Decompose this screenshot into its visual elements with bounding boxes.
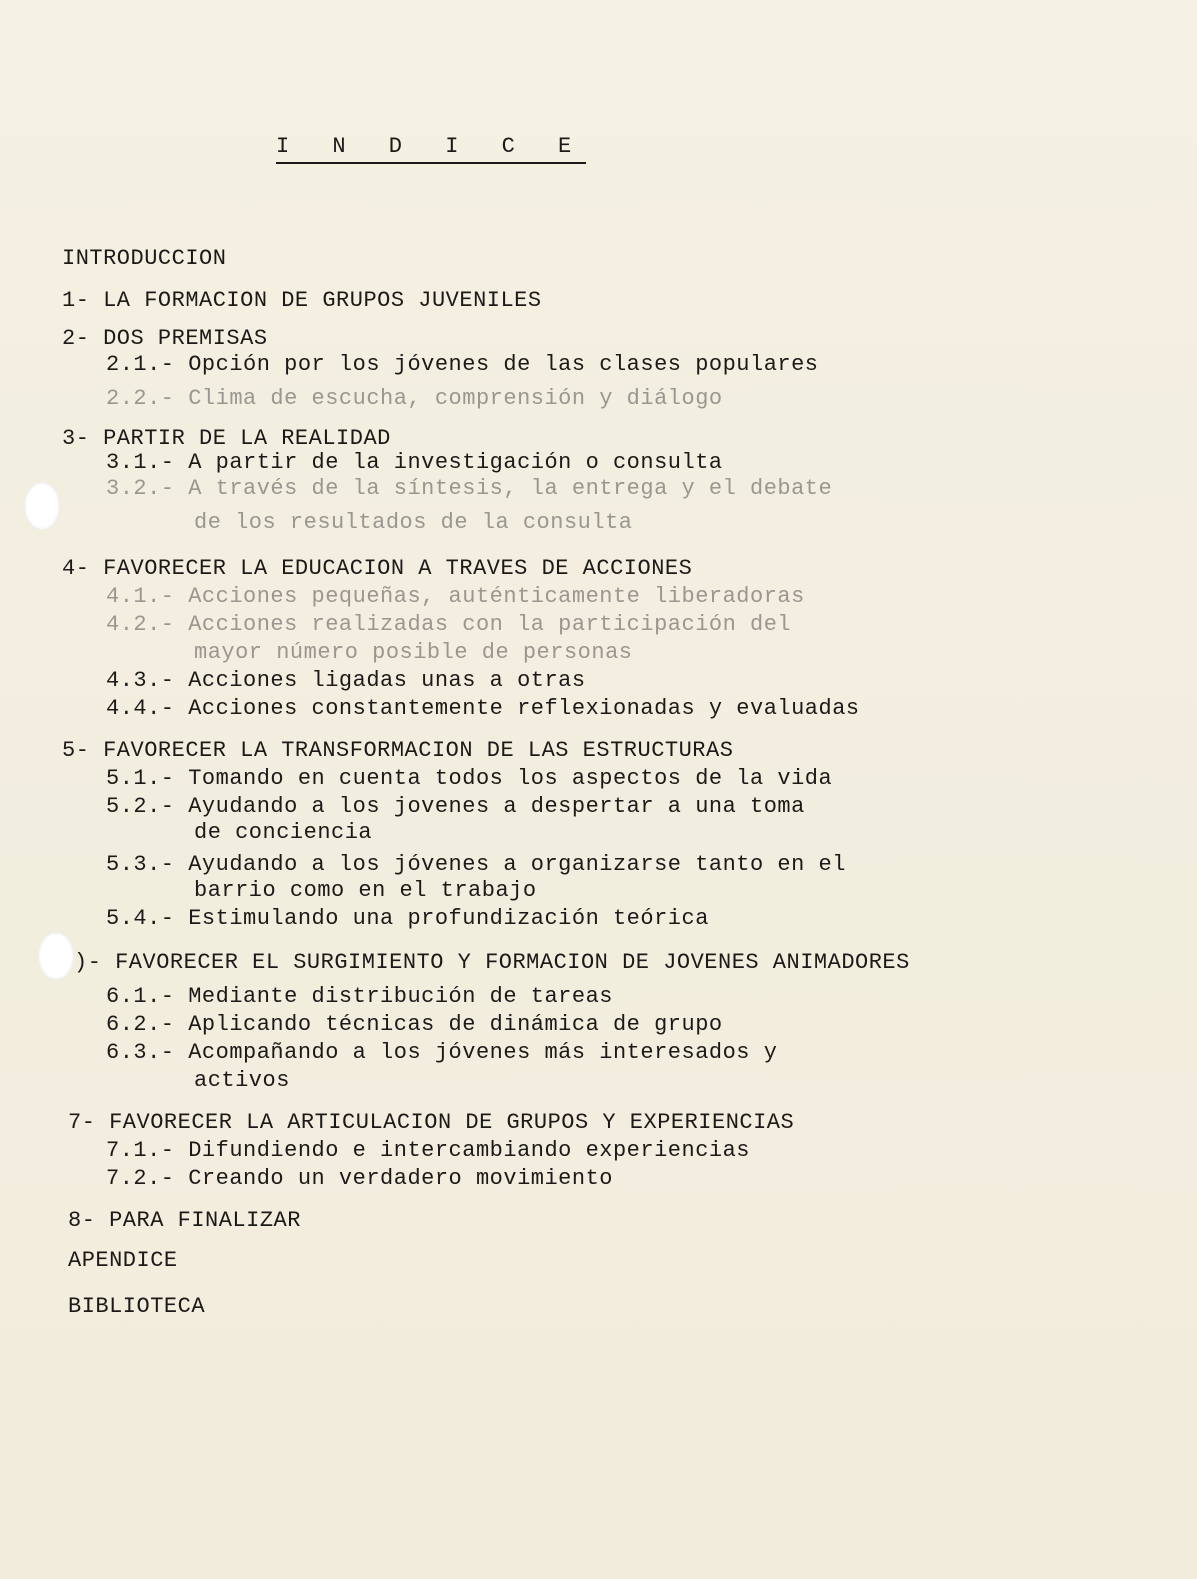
- entry-6-1: 6.1.- Mediante distribución de tareas: [106, 984, 613, 1009]
- entry-section-4: 4- FAVORECER LA EDUCACION A TRAVES DE ACCIONES: [62, 556, 693, 581]
- entry-4-2-cont: mayor número posible de personas: [194, 640, 633, 665]
- entry-4-1: 4.1.- Acciones pequeñas, auténticamente liberadoras: [106, 584, 805, 609]
- entry-5-3: 5.3.- Ayudando a los jóvenes a organizarse tanto en el: [106, 852, 846, 877]
- index-title: I N D I C E: [276, 134, 586, 164]
- entry-apendice: APENDICE: [68, 1248, 178, 1273]
- entry-5-3-cont: barrio como en el trabajo: [194, 878, 537, 903]
- entry-section-5: 5- FAVORECER LA TRANSFORMACION DE LAS ESTRUCTURAS: [62, 738, 734, 763]
- entry-2-1: 2.1.- Opción por los jóvenes de las clases populares: [106, 352, 819, 377]
- entry-introduccion: INTRODUCCION: [62, 246, 227, 271]
- entry-4-3: 4.3.- Acciones ligadas unas a otras: [106, 668, 586, 693]
- punch-hole-bottom: [38, 932, 74, 980]
- entry-4-4: 4.4.- Acciones constantemente reflexionadas y evaluadas: [106, 696, 860, 721]
- entry-section-6: )- FAVORECER EL SURGIMIENTO Y FORMACION DE JOVENES ANIMADORES: [74, 950, 910, 975]
- entry-6-3-cont: activos: [194, 1068, 290, 1093]
- entry-6-2: 6.2.- Aplicando técnicas de dinámica de grupo: [106, 1012, 723, 1037]
- entry-5-1: 5.1.- Tomando en cuenta todos los aspectos de la vida: [106, 766, 833, 791]
- entry-7-2: 7.2.- Creando un verdadero movimiento: [106, 1166, 613, 1191]
- entry-section-7: 7- FAVORECER LA ARTICULACION DE GRUPOS Y EXPERIENCIAS: [68, 1110, 795, 1135]
- entry-3-2: 3.2.- A través de la síntesis, la entrega y el debate: [106, 476, 833, 501]
- entry-3-1: 3.1.- A partir de la investigación o consulta: [106, 450, 723, 475]
- entry-7-1: 7.1.- Difundiendo e intercambiando experiencias: [106, 1138, 751, 1163]
- punch-hole-top: [24, 482, 60, 530]
- entry-5-4: 5.4.- Estimulando una profundización teórica: [106, 906, 709, 931]
- entry-5-2: 5.2.- Ayudando a los jovenes a despertar a una toma: [106, 794, 805, 819]
- entry-biblioteca: BIBLIOTECA: [68, 1294, 206, 1319]
- entry-4-2: 4.2.- Acciones realizadas con la participación del: [106, 612, 792, 637]
- entry-section-3: 3- PARTIR DE LA REALIDAD: [62, 426, 391, 451]
- entry-2-2: 2.2.- Clima de escucha, comprensión y diálogo: [106, 386, 723, 411]
- entry-3-2-cont: de los resultados de la consulta: [194, 510, 633, 535]
- entry-section-1: 1- LA FORMACION DE GRUPOS JUVENILES: [62, 288, 542, 313]
- entry-section-2: 2- DOS PREMISAS: [62, 326, 268, 351]
- entry-5-2-cont: de conciencia: [194, 820, 373, 845]
- entry-6-3: 6.3.- Acompañando a los jóvenes más interesados y: [106, 1040, 778, 1065]
- entry-section-8: 8- PARA FINALIZAR: [68, 1208, 301, 1233]
